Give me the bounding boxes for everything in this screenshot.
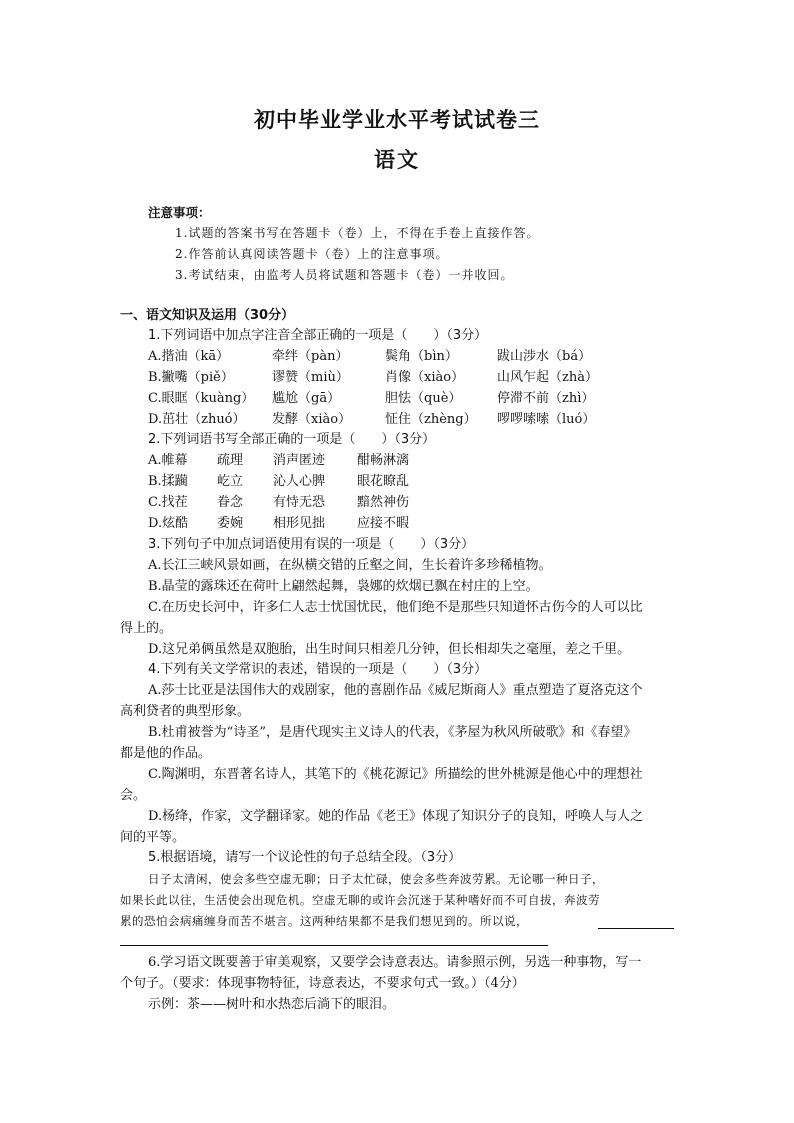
q4-option-b-continued: 都是他的作品。 bbox=[120, 746, 212, 761]
q2-option-d-word3: 相形见拙 bbox=[273, 516, 326, 531]
q4-option-c: C.陶渊明，东晋著名诗人，其笔下的《桃花源记》所描绘的世外桃源是他心中的理想社 bbox=[148, 767, 643, 782]
q3-option-a: A.长江三峡风景如画，在纵横交错的丘壑之间，生长着许多珍稀植物。 bbox=[148, 558, 552, 573]
q1-option-b-word4: 山风乍起（zhà） bbox=[497, 370, 598, 385]
q2-option-a-word3: 消声匿迹 bbox=[273, 453, 326, 468]
q1-option-d-word4: 啰啰嗦嗦（luó） bbox=[497, 412, 596, 427]
notice-item: 1.试题的答案书写在答题卡（卷）上，不得在手卷上直接作答。 bbox=[175, 226, 540, 240]
q1-option-a-word1: A.揩油（kā） bbox=[148, 349, 230, 364]
q4-option-d: D.杨绛，作家，文学翻译家。她的作品《老王》体现了知识分子的良知，呼唤人与人之 bbox=[148, 809, 644, 824]
question-6-stem-continued: 个句子。（要求：体现事物特征，诗意表达，不要求句式一致。）（4分） bbox=[120, 976, 525, 991]
q5-passage-line: 日子太清闲，使会多些空虚无聊；日子太忙碌，使会多些奔波劳累。无论哪一种日子， bbox=[148, 872, 604, 886]
q3-option-d: D.这兄弟俩虽然是双胞胎，出生时间只相差几分钟，但长相却失之毫厘，差之千里。 bbox=[148, 642, 631, 657]
q1-option-b-word3: 肖像（xiào） bbox=[385, 370, 465, 385]
notice-item: 3.考试结束，由监考人员将试题和答题卡（卷）一并收回。 bbox=[175, 268, 514, 282]
q1-option-a-word4: 跋山涉水（bá） bbox=[497, 349, 592, 364]
q2-option-a-word4: 酣畅淋漓 bbox=[357, 453, 410, 468]
q6-example: 示例：茶——树叶和水热恋后淌下的眼泪。 bbox=[148, 997, 396, 1012]
exam-title: 初中毕业学业水平考试试卷三 bbox=[254, 108, 540, 132]
q1-option-d-word3: 怔住（zhèng） bbox=[385, 412, 477, 427]
q2-option-b-word3: 沁人心脾 bbox=[273, 474, 326, 489]
q5-passage-line: 如果长此以往，生活使会出现危机。空虚无聊的或许会沉迷于某种嗜好而不可自拔，奔波劳 bbox=[120, 893, 600, 907]
question-4-stem: 4.下列有关文学常识的表述，错误的一项是（ ）（3分） bbox=[148, 662, 488, 677]
notice-heading: 注意事项： bbox=[148, 205, 211, 220]
answer-blank-inline[interactable] bbox=[598, 927, 674, 929]
question-2-stem: 2.下列词语书写全部正确的一项是（ ）（3分） bbox=[148, 432, 436, 447]
q3-option-c-continued: 得上的。 bbox=[120, 621, 173, 636]
question-6-stem: 6.学习语文既要善于审美观察，又要学会诗意表达。请参照示例，另选一种事物，写一 bbox=[148, 955, 642, 970]
q2-option-c-word1: C.找茬 bbox=[148, 495, 188, 510]
q4-option-a: A.莎士比亚是法国伟大的戏剧家，他的喜剧作品《威尼斯商人》重点塑造了夏洛克这个 bbox=[148, 683, 643, 698]
q1-option-a-word3: 鬓角（bìn） bbox=[385, 349, 458, 364]
answer-blank-line[interactable] bbox=[120, 944, 548, 946]
q2-option-c-word2: 眷念 bbox=[217, 495, 244, 510]
q2-option-c-word3: 有恃无恐 bbox=[273, 495, 326, 510]
q4-option-c-continued: 会。 bbox=[120, 788, 147, 803]
q2-option-a-word1: A.帷幕 bbox=[148, 453, 188, 468]
q2-option-b-word1: B.揉躏 bbox=[148, 474, 188, 489]
q2-option-d-word1: D.炫酷 bbox=[148, 516, 189, 531]
question-1-stem: 1.下列词语中加点字注音全部正确的一项是（ ）（3分） bbox=[148, 328, 488, 343]
q1-option-d-word1: D.茁壮（zhuó） bbox=[148, 412, 246, 427]
q2-option-a-word2: 疏理 bbox=[217, 453, 244, 468]
q1-option-c-word4: 停滞不前（zhì） bbox=[497, 391, 595, 406]
q3-option-b: B.晶莹的露珠还在荷叶上翩然起舞，袅娜的炊烟已飘在村庄的上空。 bbox=[148, 579, 539, 594]
q1-option-c-word3: 胆怯（què） bbox=[385, 391, 462, 406]
q1-option-d-word2: 发酵（xiào） bbox=[272, 412, 352, 427]
question-3-stem: 3.下列句子中加点词语使用有误的一项是（ ）（3分） bbox=[148, 537, 475, 552]
subject-title: 语文 bbox=[374, 148, 420, 172]
q4-option-a-continued: 高利贷者的典型形象。 bbox=[120, 704, 251, 719]
q2-option-d-word2: 委婉 bbox=[217, 516, 244, 531]
q1-option-c-word1: C.眼眶（kuàng） bbox=[148, 391, 255, 406]
q2-option-b-word2: 屹立 bbox=[217, 474, 244, 489]
q2-option-b-word4: 眼花瞭乱 bbox=[357, 474, 410, 489]
q1-option-b-word1: B.撇嘴（piě） bbox=[148, 370, 234, 385]
q3-option-c: C.在历史长河中，许多仁人志士忧国忧民，他们绝不是那些只知道怀古伤今的人可以比 bbox=[148, 600, 643, 615]
q2-option-c-word4: 黯然神伤 bbox=[357, 495, 410, 510]
question-5-stem: 5.根据语境，请写一个议论性的句子总结全段。（3分） bbox=[148, 850, 462, 865]
q5-passage-line: 累的恐怕会病痛缠身而苦不堪言。这两种结果都不是我们想见到的。所以说， bbox=[120, 914, 528, 928]
notice-item: 2.作答前认真阅读答题卡（卷）上的注意事项。 bbox=[175, 247, 449, 261]
section-heading: 一、语文知识及运用（30分） bbox=[120, 308, 295, 323]
q2-option-d-word4: 应接不暇 bbox=[357, 516, 410, 531]
q1-option-c-word2: 尴尬（gā） bbox=[272, 391, 341, 406]
q1-option-b-word2: 谬赞（miù） bbox=[272, 370, 349, 385]
q4-option-d-continued: 间的平等。 bbox=[120, 830, 186, 845]
q1-option-a-word2: 牵绊（pàn） bbox=[272, 349, 349, 364]
q4-option-b: B.杜甫被誉为“诗圣”，是唐代现实主义诗人的代表，《茅屋为秋风所破歌》和《春望》 bbox=[148, 725, 637, 740]
